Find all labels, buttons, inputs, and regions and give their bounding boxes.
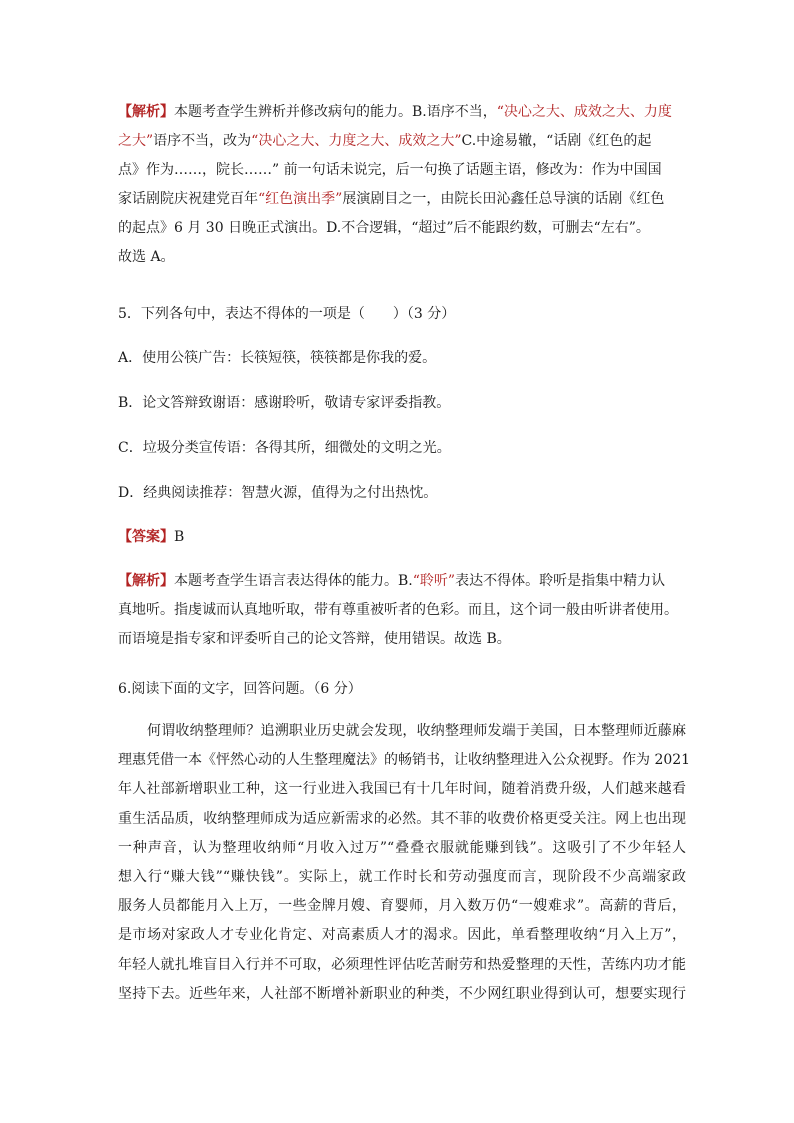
passage-line: 理惠凭借一本《怦然心动的人生整理魔法》的畅销书，让收纳整理进入公众视野。作为 2021 <box>118 752 691 769</box>
analysis-line: 点》作为……，院长……” 前一句话未说完，后一句换了话题主语，修改为：作为中国国 <box>118 162 662 178</box>
analysis-line: 之大”语序不当，改为“决心之大、力度之大、成效之大”C.中途易辙，“话剧《红色的起 <box>118 133 652 149</box>
analysis-line: 的起点》6 月 30 日晚正式演出。D.不合逻辑，“超过”后不能跟约数，可删去“左右”。 <box>118 220 650 236</box>
answer-line <box>118 526 184 546</box>
passage-line: 重生活品质，收纳整理师成为适应新需求的必然。其不菲的收费价格更受关注。网上也出现 <box>118 810 686 827</box>
passage-line: 年人社部新增职业工种，这一行业进入我国已有十几年时间，随着消费升级，人们越来越看 <box>118 781 686 798</box>
analysis-tag: 【解析】 <box>118 104 174 120</box>
passage-line: 坚持下去。近些年来，人社部不断增补新职业的种类，不少网红职业得到认可，想要实现行 <box>118 985 686 1002</box>
passage-line: 一种声音，认为整理收纳师“月收入过万”“叠叠衣服就能赚到钱”。这吸引了不少年轻人 <box>118 839 686 856</box>
question-6-stem: 6.阅读下面的文字，回答问题。（6 分） <box>118 681 362 697</box>
analysis-paragraph-q4 <box>118 98 678 272</box>
option-a: A．使用公筷广告：长筷短筷，筷筷都是你我的爱。 <box>118 350 437 366</box>
analysis-line: 家话剧院庆祝建党百年“红色演出季”展演剧目之一，由院长田沁鑫任总导演的话剧《红色 <box>118 191 665 207</box>
passage-line: 想入行“赚大钱”“赚快钱”。实际上，就工作时长和劳动强度而言，现阶段不少高端家政 <box>118 868 686 885</box>
passage-line: 年轻人就扎堆盲目入行并不可取，必须理性评估吃苦耐劳和热爱整理的天性，苦练内功才能 <box>118 956 686 973</box>
option-d: D．经典阅读推荐：智慧火源，值得为之付出热忱。 <box>118 485 438 501</box>
analysis-line: 而语境是指专家和评委听自己的论文答辩，使用错误。故选 B。 <box>118 631 511 647</box>
analysis-line: 【解析】本题考查学生语言表达得体的能力。B.“聆听”表达不得体。聆听是指集中精力认 <box>118 573 666 589</box>
analysis-line: 故选 A。 <box>118 249 175 265</box>
analysis-line: 真地听。指虔诚而认真地听取，带有尊重被听者的色彩。而且，这个词一般由听讲者使用。 <box>118 602 678 618</box>
analysis-paragraph-q5 <box>118 567 678 654</box>
option-c: C．垃圾分类宣传语：各得其所，细微处的文明之光。 <box>118 440 451 456</box>
answer-tag: 【答案】 <box>118 529 174 545</box>
passage-line: 服务人员都能月入上万，一些金牌月嫂、育婴师，月入数万仍“一嫂难求”。高薪的背后， <box>118 898 686 915</box>
answer-value: B <box>174 529 185 545</box>
analysis-tag: 【解析】 <box>118 573 174 589</box>
option-b: B．论文答辩致谢语：感谢聆听，敬请专家评委指教。 <box>118 395 451 411</box>
passage-line: 是市场对家政人才专业化肯定、对高素质人才的渴求。因此，单看整理收纳“月入上万”， <box>118 927 686 944</box>
question-5-stem: 5．下列各句中，表达不得体的一项是（ ）（3 分） <box>118 306 456 322</box>
passage-line: 何谓收纳整理师？追溯职业历史就会发现，收纳整理师发端于美国，日本整理师近藤麻 <box>147 723 686 739</box>
analysis-line: 【解析】本题考查学生辨析并修改病句的能力。B.语序不当，“决心之大、成效之大、力度 <box>118 104 672 120</box>
reading-passage <box>118 717 691 1009</box>
